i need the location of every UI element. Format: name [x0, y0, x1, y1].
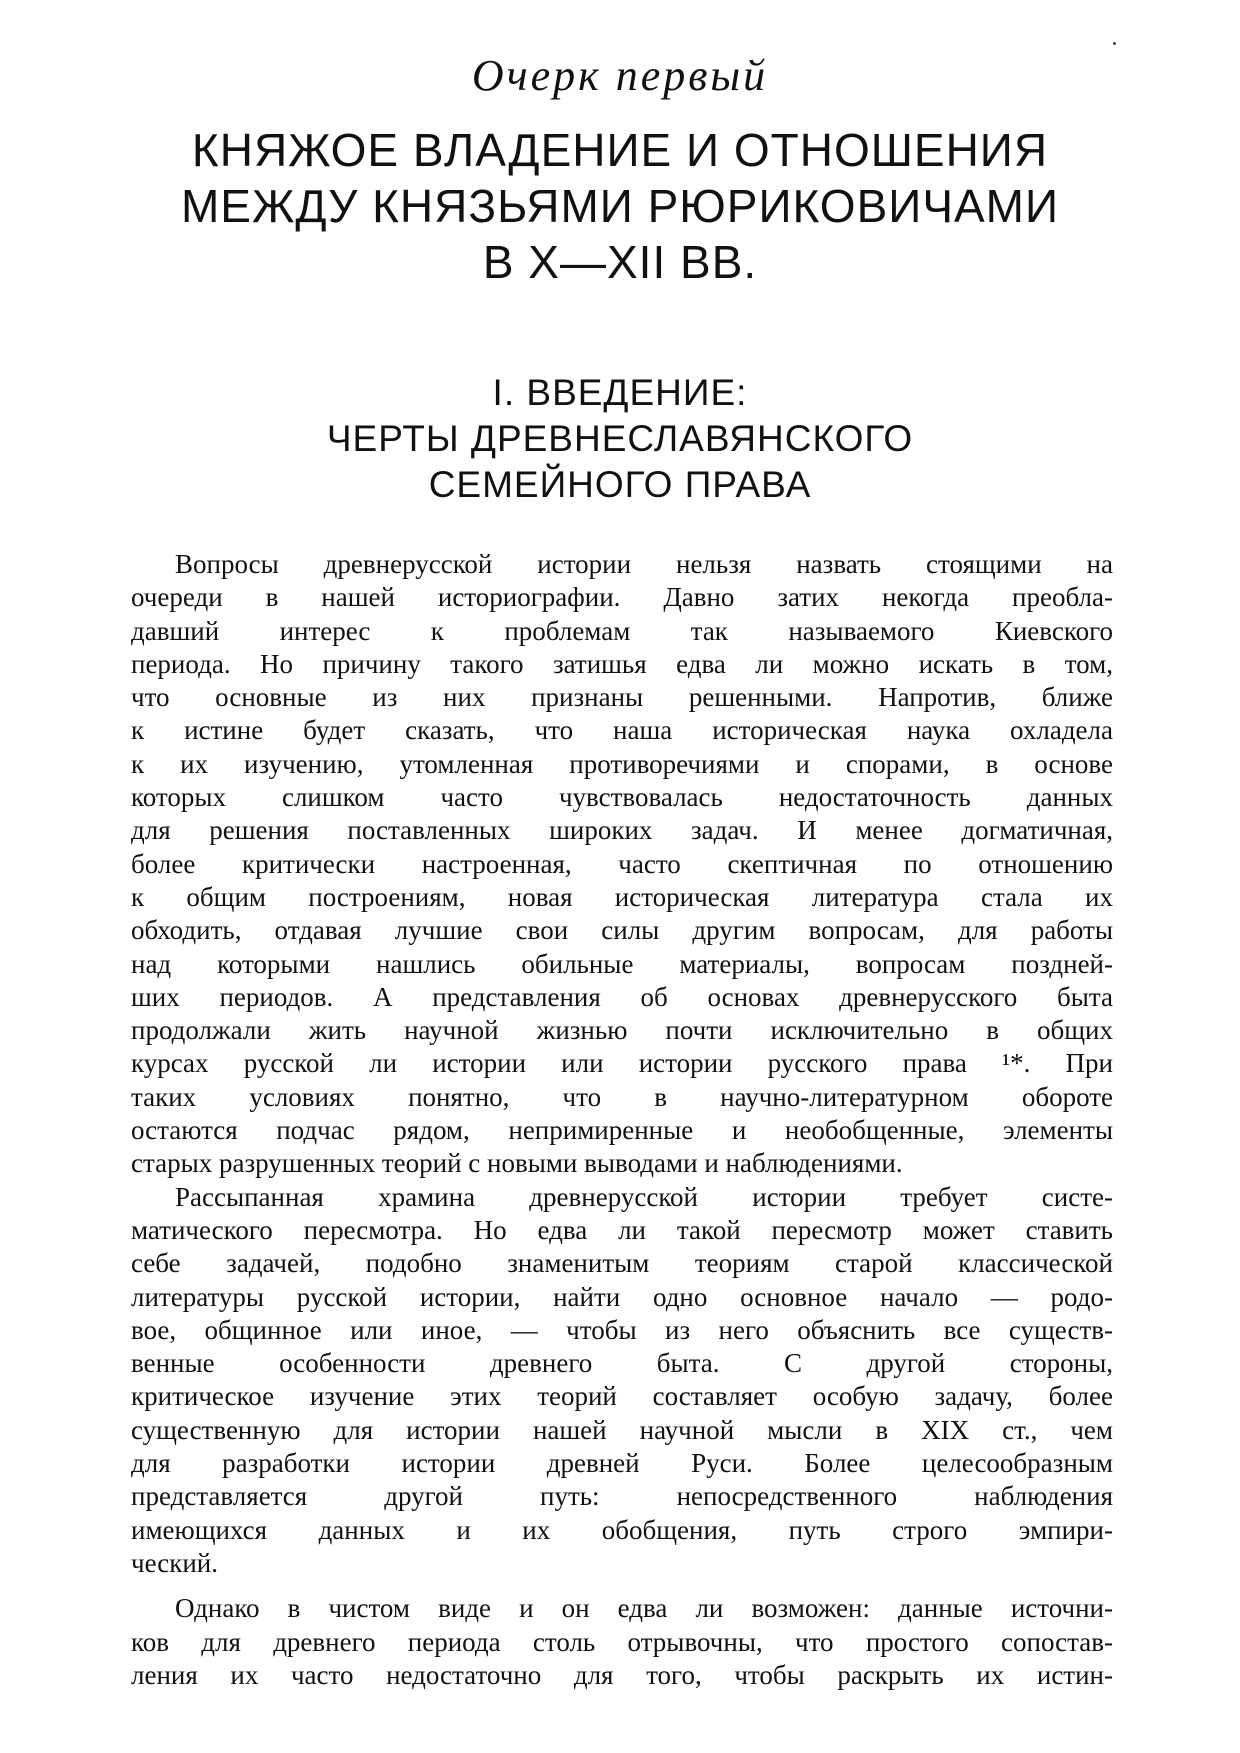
- paragraph-3: [131, 1592, 1113, 1692]
- text-line: остаются подчас рядом, непримиренные и необобщенные, элементы: [131, 1115, 1113, 1146]
- essay-label: Очерк первый: [471, 51, 769, 100]
- text-line: критическое изучение этих теорий составляет особую задачу, более: [131, 1381, 1113, 1412]
- text-line: которых слишком часто чувствовалась недостаточность данных: [131, 782, 1113, 813]
- text-line: представляется другой путь: непосредственного наблюдения: [131, 1481, 1113, 1512]
- text-line: для разработки истории древней Руси. Более целесообразным: [131, 1448, 1113, 1479]
- text-line: матического пересмотра. Но едва ли такой пересмотр может ставить: [131, 1214, 1113, 1245]
- text-line: ления их часто недостаточно для того, чтобы раскрыть их истин-: [131, 1659, 1113, 1690]
- text-line: ших периодов. А представления об основах древнерусского быта: [131, 981, 1113, 1012]
- text-line: для решения поставленных широких задач. И менее догматичная,: [131, 815, 1113, 846]
- text-line: к истине будет сказать, что наша историческая наука охладела: [131, 715, 1113, 746]
- text-line: что основные из них признаны решенными. Напротив, ближе: [131, 682, 1113, 713]
- text-line: старых разрушенных теорий с новыми выводами и наблюдениями.: [131, 1148, 903, 1179]
- section-title-line: СЕМЕЙНОГО ПРАВА: [428, 464, 812, 505]
- section-title-line: I. ВВЕДЕНИЕ:: [492, 372, 748, 413]
- text-line: ков для древнего периода столь отрывочны, что простого сопостав-: [131, 1626, 1113, 1657]
- text-line: давший интерес к проблемам так называемого Киевского: [131, 615, 1113, 646]
- text-line: вое, общинное или иное, — чтобы из него объяснить все существ-: [131, 1314, 1113, 1345]
- paragraph-1: [131, 548, 1113, 1181]
- text-line: к общим построениям, новая историческая литература стала их: [131, 881, 1113, 912]
- text-line: к их изучению, утомленная противоречиями и спорами, в основе: [131, 748, 1113, 779]
- body-text: [131, 548, 1113, 1692]
- text-line: имеющихся данных и их обобщения, путь строго эмпири-: [131, 1514, 1113, 1545]
- text-line: себе задачей, подобно знаменитым теориям старой классической: [131, 1248, 1113, 1279]
- text-line: Рассыпанная храмина древнерусской истории требует систе-: [175, 1181, 1113, 1212]
- text-line: курсах русской ли истории или истории русского права ¹*. При: [131, 1048, 1113, 1079]
- chapter-title-line: МЕЖДУ КНЯЗЬЯМИ РЮРИКОВИЧАМИ: [180, 180, 1060, 232]
- text-line: Вопросы древнерусской истории нельзя назвать стоящими на: [175, 549, 1113, 579]
- chapter-title: [60, 122, 1180, 290]
- text-line: периода. Но причину такого затишья едва ли можно искать в том,: [131, 648, 1113, 679]
- text-line: продолжали жить научной жизнью почти исключительно в общих: [131, 1015, 1113, 1046]
- text-line: более критически настроенная, часто скептичная по отношению: [131, 848, 1113, 879]
- text-line: литературы русской истории, найти одно основное начало — родо-: [131, 1281, 1113, 1312]
- text-line: ческий.: [131, 1547, 218, 1578]
- text-line: таких условиях понятно, что в научно-литературном обороте: [131, 1081, 1113, 1112]
- chapter-title-line: КНЯЖОЕ ВЛАДЕНИЕ И ОТНОШЕНИЯ: [191, 124, 1049, 176]
- scan-speck: [1113, 42, 1116, 45]
- section-title-line: ЧЕРТЫ ДРЕВНЕСЛАВЯНСКОГО: [326, 418, 914, 459]
- chapter-title-line: В X—XII ВВ.: [482, 236, 758, 288]
- text-line: венные особенности древнего быта. С другой стороны,: [131, 1348, 1113, 1379]
- text-line: обходить, отдавая лучшие свои силы другим вопросам, для работы: [131, 915, 1113, 946]
- text-line: Однако в чистом виде и он едва ли возможен: данные источни-: [175, 1593, 1113, 1624]
- text-line: над которыми нашлись обильные материалы, вопросам поздней-: [131, 948, 1113, 979]
- text-line: существенную для истории нашей научной мысли в XIX ст., чем: [131, 1414, 1113, 1445]
- section-title: [100, 370, 1140, 508]
- paragraph-2: [131, 1181, 1113, 1581]
- text-line: очереди в нашей историографии. Давно затих некогда преобла-: [131, 582, 1113, 613]
